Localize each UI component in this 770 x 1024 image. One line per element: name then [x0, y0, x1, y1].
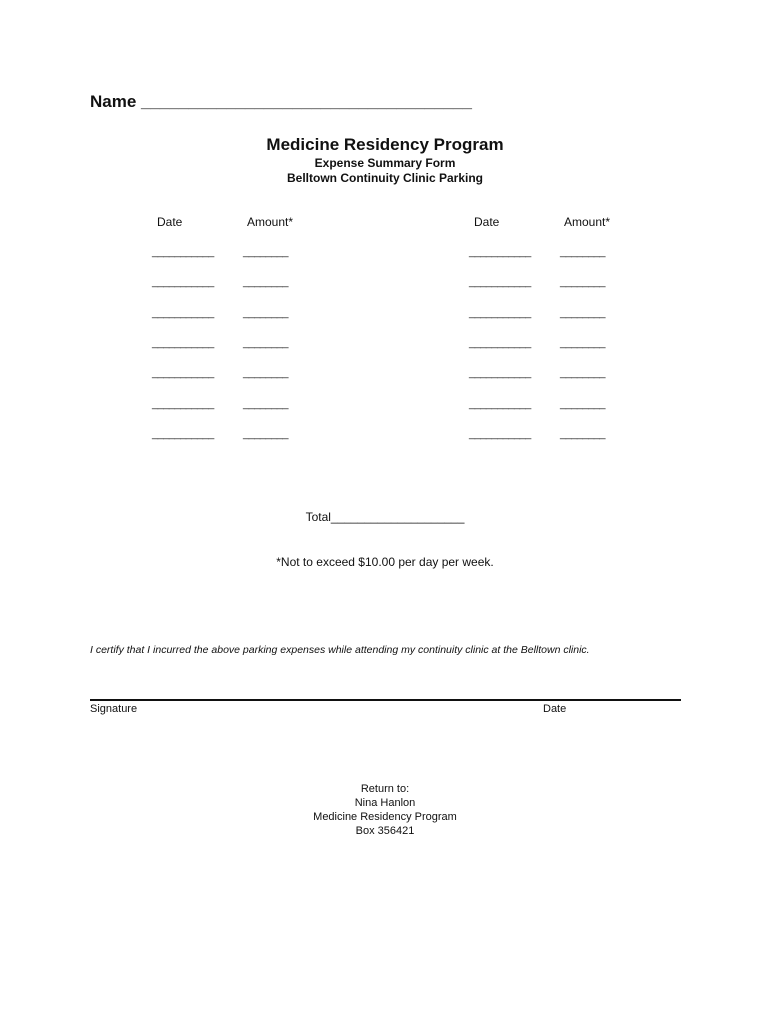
form-subtitle: Expense Summary Form: [314, 156, 456, 170]
return-contact-name: Nina Hanlon: [354, 797, 416, 809]
left-amount-blank[interactable]: ________: [243, 336, 288, 349]
left-date-blank[interactable]: ___________: [152, 306, 214, 319]
right-amount-blank[interactable]: ________: [560, 336, 605, 349]
left-amount-blank[interactable]: ________: [243, 276, 288, 289]
right-amount-blank[interactable]: ________: [560, 367, 605, 380]
right-amount-blank[interactable]: ________: [560, 397, 605, 410]
return-address: [0, 782, 770, 838]
total-field[interactable]: Total____________________: [305, 510, 465, 524]
right-date-blank[interactable]: ___________: [469, 306, 531, 319]
left-date-header: Date: [157, 215, 183, 229]
right-amount-blank[interactable]: ________: [560, 276, 605, 289]
left-amount-header: Amount*: [247, 215, 294, 229]
right-date-blank[interactable]: ___________: [469, 397, 531, 410]
signature-label: Signature: [90, 703, 138, 715]
left-date-blank[interactable]: ___________: [152, 397, 214, 410]
return-box: Box 356421: [355, 825, 415, 837]
right-date-blank[interactable]: ___________: [469, 427, 531, 440]
limit-note: *Not to exceed $10.00 per day per week.: [276, 555, 494, 569]
form-subtitle-parking: Belltown Continuity Clinic Parking: [286, 171, 483, 185]
name-field-line[interactable]: Name ___________________________________: [90, 92, 472, 111]
right-amount-blank[interactable]: ________: [560, 246, 605, 258]
return-to-label: Return to:: [360, 783, 410, 795]
right-date-blank[interactable]: ___________: [469, 276, 531, 289]
signature-date-label: Date: [543, 703, 567, 715]
right-date-blank[interactable]: ___________: [469, 367, 531, 380]
left-date-blank[interactable]: ___________: [152, 276, 214, 289]
left-date-blank[interactable]: ___________: [152, 427, 214, 440]
right-amount-header: Amount*: [564, 215, 611, 229]
left-date-blank[interactable]: ___________: [152, 246, 214, 258]
left-amount-blank[interactable]: ________: [243, 427, 288, 440]
signature-line[interactable]: [90, 699, 681, 701]
right-amount-blank[interactable]: ________: [560, 306, 605, 319]
left-amount-blank[interactable]: ________: [243, 367, 288, 380]
right-date-blank[interactable]: ___________: [469, 336, 531, 349]
right-date-header: Date: [474, 215, 500, 229]
right-date-blank[interactable]: ___________: [469, 246, 531, 258]
left-amount-blank[interactable]: ________: [243, 246, 288, 258]
right-amount-blank[interactable]: ________: [560, 427, 605, 440]
left-date-blank[interactable]: ___________: [152, 336, 214, 349]
left-amount-blank[interactable]: ________: [243, 306, 288, 319]
left-date-blank[interactable]: ___________: [152, 367, 214, 380]
certification-statement: I certify that I incurred the above parking expenses while attending my continuity clinic at the Belltown clinic.: [90, 644, 590, 656]
return-program: Medicine Residency Program: [313, 811, 457, 823]
left-amount-blank[interactable]: ________: [243, 397, 288, 410]
form-title: Medicine Residency Program: [266, 135, 504, 154]
